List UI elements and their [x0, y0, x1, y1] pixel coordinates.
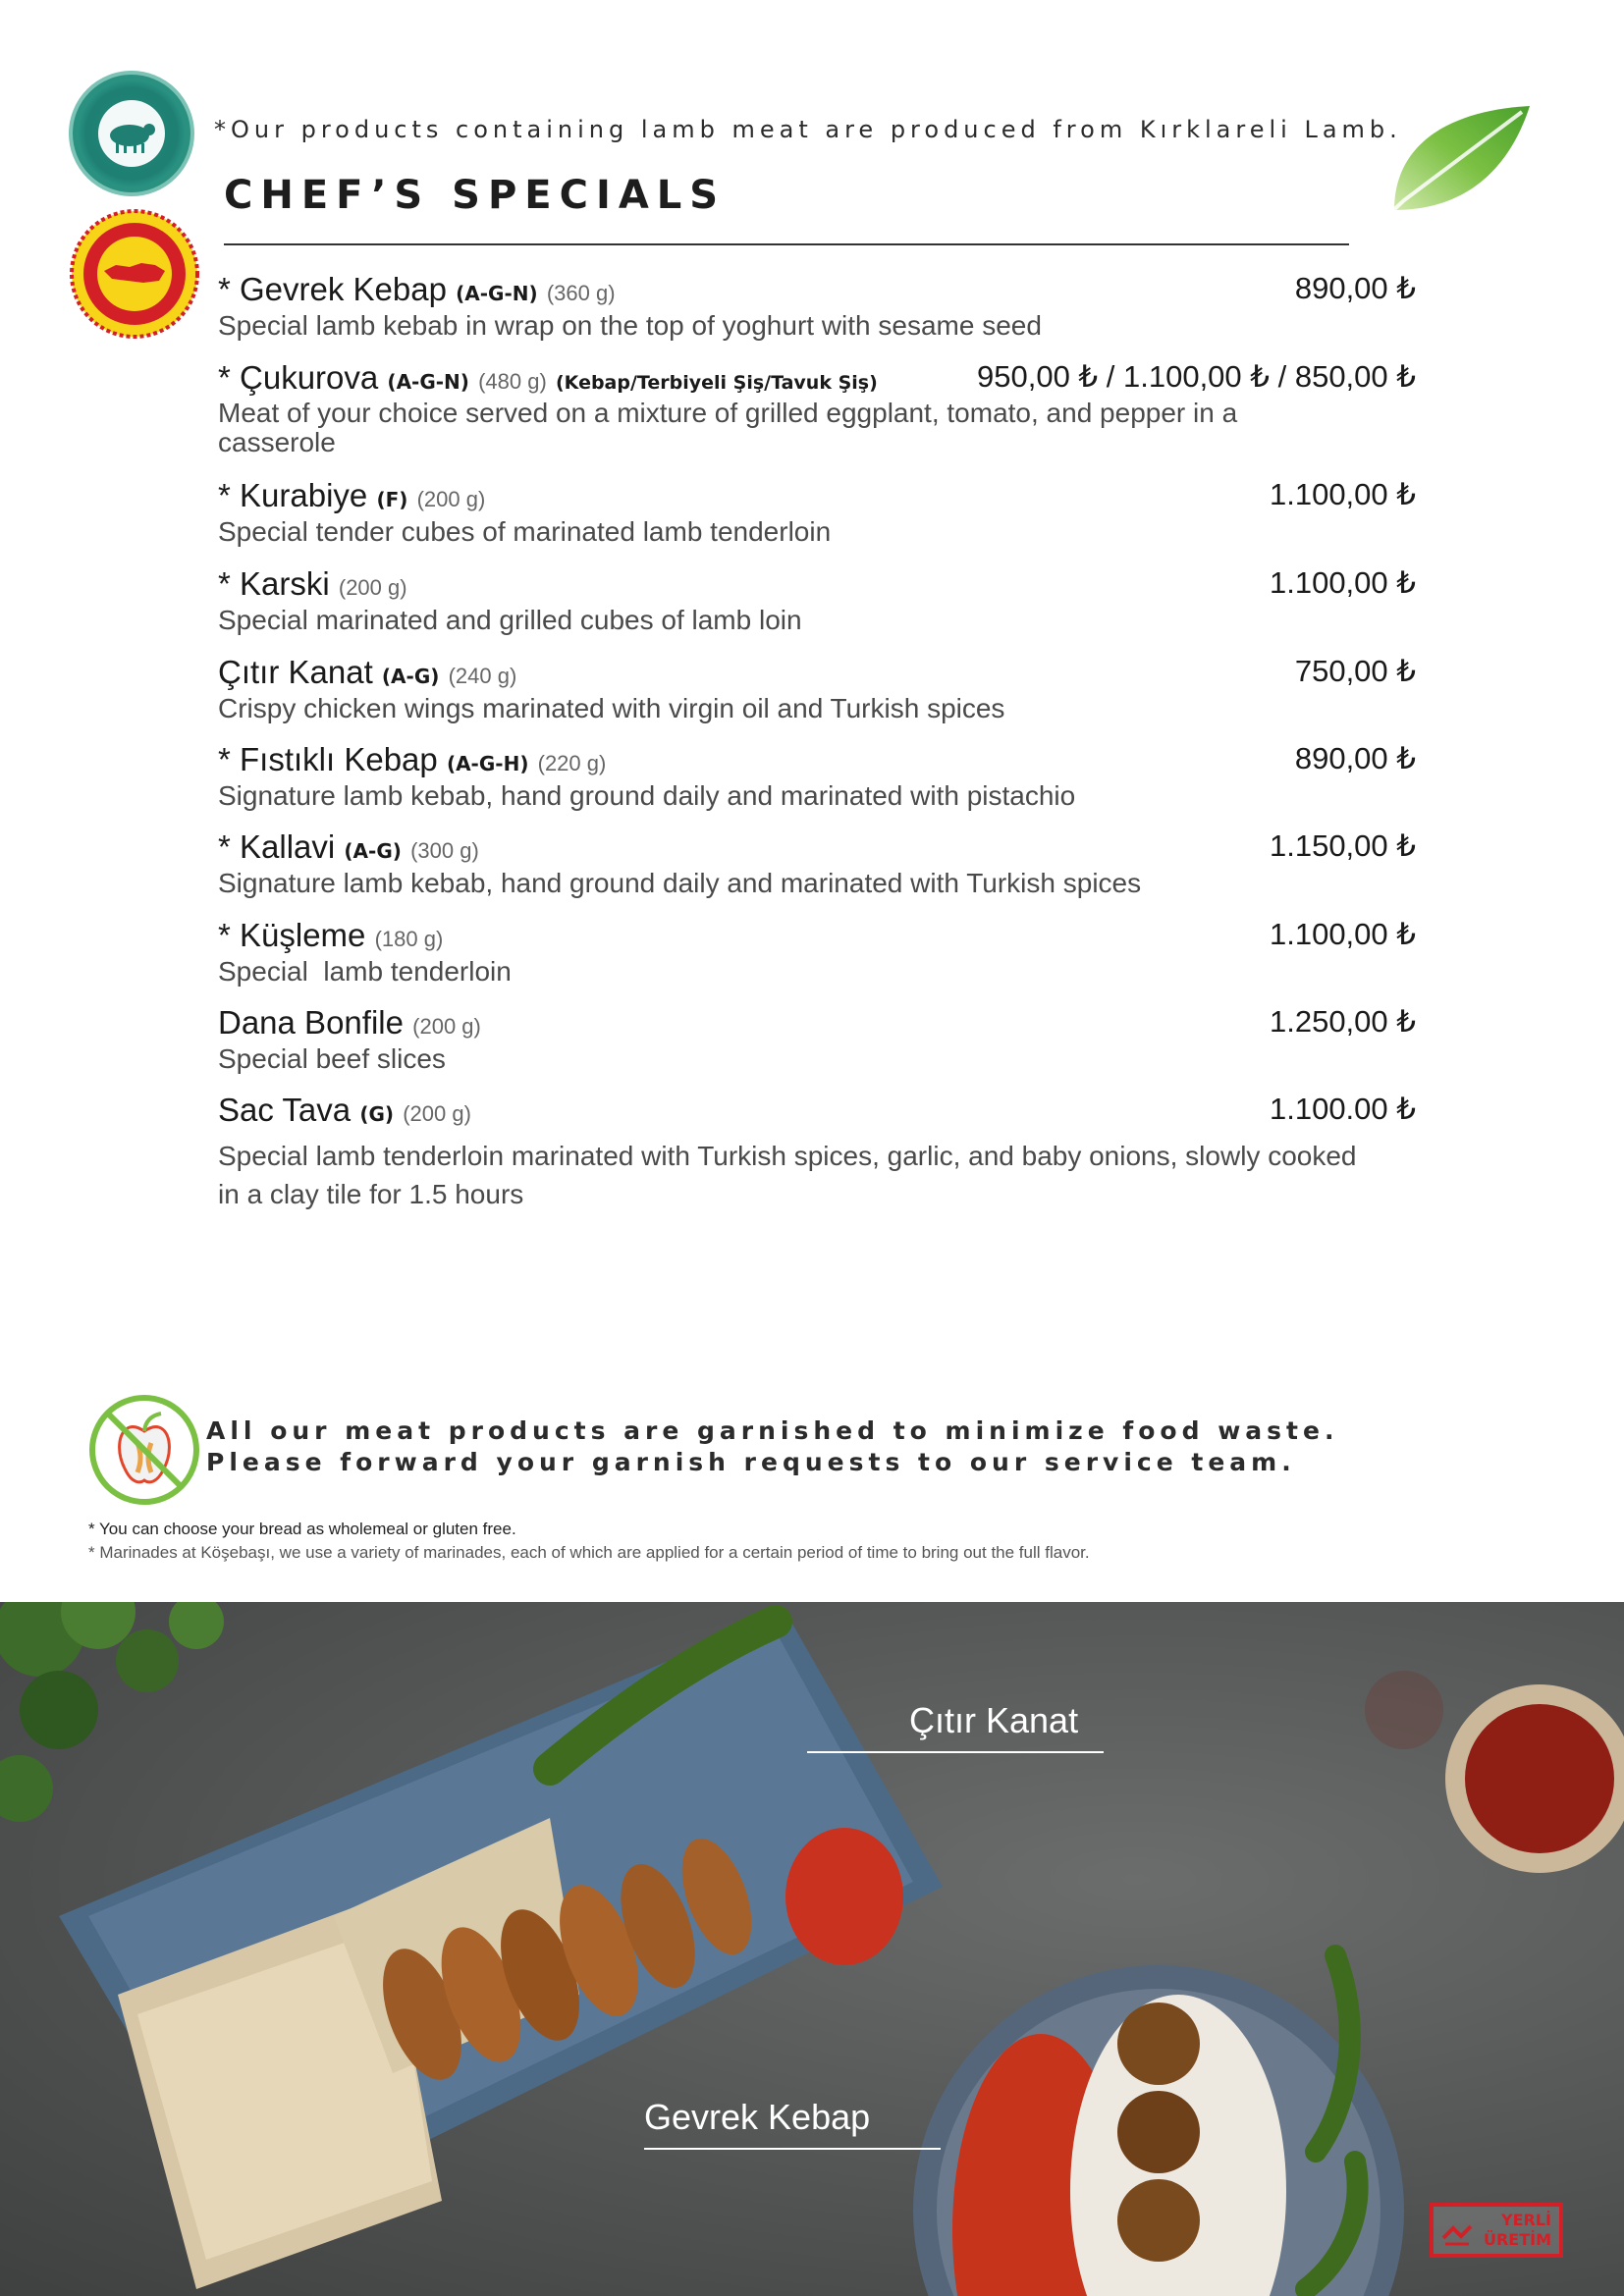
item-price: 950,00 ₺ / 1.100,00 ₺ / 850,00 ₺ — [977, 359, 1416, 394]
item-weight: (200 g) — [412, 1014, 481, 1039]
item-title — [218, 741, 606, 778]
no-food-waste-icon — [86, 1392, 202, 1508]
item-name: * Karski — [218, 565, 330, 602]
section-title: CHEF’S SPECIALS — [224, 173, 727, 218]
item-price: 1.250,00 ₺ — [1269, 1004, 1416, 1039]
item-weight: (220 g) — [537, 751, 607, 775]
item-price: 750,00 ₺ — [1294, 654, 1416, 688]
local-production-stamp — [1430, 2203, 1563, 2258]
item-name: * Gevrek Kebap — [218, 271, 447, 307]
footnotes — [88, 1518, 1090, 1565]
item-name: * Çukurova — [218, 359, 379, 396]
item-price: 1.100,00 ₺ — [1269, 917, 1416, 951]
photo-label-kebap: Gevrek Kebap — [644, 2097, 871, 2137]
garnish-line-2: Please forward your garnish requests to our service team. — [206, 1448, 1296, 1476]
item-title — [218, 359, 878, 397]
stamp-line-1: YERLİ — [1501, 2211, 1551, 2229]
item-name: Çıtır Kanat — [218, 654, 373, 690]
item-price: 1.150,00 ₺ — [1269, 828, 1416, 863]
photo-label-wings: Çıtır Kanat — [909, 1700, 1079, 1740]
grilled-tomato — [785, 1828, 903, 1965]
allergen-code: (A-G) — [381, 665, 440, 688]
menu-item — [218, 565, 1416, 636]
item-price: 890,00 ₺ — [1294, 741, 1416, 775]
item-description: Signature lamb kebab, hand ground daily and marinated with Turkish spices — [218, 868, 1142, 898]
item-title — [218, 1004, 481, 1041]
bread-footnote: * You can choose your bread as wholemeal or gluten free. — [88, 1520, 516, 1538]
item-title — [218, 1092, 471, 1129]
menu-item — [218, 359, 1416, 457]
menu-item — [218, 271, 1416, 342]
item-weight: (240 g) — [448, 664, 517, 688]
item-title — [218, 828, 479, 866]
photo-label-kebap-rule — [644, 2148, 941, 2150]
item-price: 1.100,00 ₺ — [1269, 565, 1416, 600]
menu-item — [218, 917, 1416, 988]
kebap-plate — [913, 1955, 1404, 2296]
garnish-note — [206, 1415, 1338, 1478]
allergen-code: (A-G-H) — [446, 752, 529, 775]
geographical-indication-badge — [69, 208, 200, 340]
marinades-footnote: * Marinades at Köşebaşı, we use a variety of marinades, each of which are applied for a certain period of time to bring out the full flavor. — [88, 1543, 1090, 1562]
item-description: Meat of your choice served on a mixture of grilled eggplant, tomato, and pepper in a casserole — [218, 398, 1238, 457]
allergen-code: (A-G-N) — [387, 370, 469, 394]
item-price: 1.100.00 ₺ — [1269, 1092, 1416, 1126]
allergen-code: (F) — [376, 488, 408, 511]
item-description: Special beef slices — [218, 1043, 446, 1074]
allergen-code: (A-G) — [344, 839, 402, 863]
menu-item — [218, 1004, 1416, 1075]
item-options: (Kebap/Terbiyeli Şiş/Tavuk Şiş) — [556, 372, 878, 394]
item-price: 890,00 ₺ — [1294, 271, 1416, 305]
item-weight: (200 g) — [338, 575, 407, 600]
item-name: * Küşleme — [218, 917, 366, 953]
item-description: Special lamb tenderloin — [218, 956, 512, 987]
item-weight: (300 g) — [410, 838, 479, 863]
item-name: * Kurabiye — [218, 477, 368, 513]
lamb-origin-note: *Our products containing lamb meat are produced from Kırklareli Lamb. — [214, 116, 1402, 143]
item-name: * Kallavi — [218, 828, 336, 865]
garnish-line-1: All our meat products are garnished to minimize food waste. — [206, 1416, 1339, 1445]
item-title — [218, 565, 407, 603]
item-description: Special marinated and grilled cubes of lamb loin — [218, 605, 802, 635]
menu-item — [218, 654, 1416, 724]
item-description: Crispy chicken wings marinated with virgin oil and Turkish spices — [218, 693, 1005, 723]
item-weight: (200 g) — [403, 1101, 471, 1126]
item-name: * Fıstıklı Kebap — [218, 741, 438, 777]
item-title — [218, 477, 485, 514]
item-description: Special lamb tenderloin marinated with Turkish spices, garlic, and baby onions, slowly cooked in a clay tile for 1.5 hours — [218, 1141, 1357, 1209]
food-photo — [0, 1602, 1624, 2296]
menu-item — [218, 1092, 1416, 1213]
item-weight: (180 g) — [374, 927, 444, 951]
item-weight: (360 g) — [546, 281, 616, 305]
item-name: Dana Bonfile — [218, 1004, 404, 1041]
photo-label-wings-rule — [807, 1751, 1104, 1753]
food-photo-illustration — [0, 1602, 1624, 2296]
item-weight: (200 g) — [416, 487, 486, 511]
item-title — [218, 654, 516, 691]
title-divider — [224, 243, 1349, 245]
parsley-garnish — [0, 1602, 224, 1822]
kirklareli-lamb-badge — [69, 71, 194, 196]
item-title — [218, 271, 616, 308]
lamb-icon — [73, 75, 190, 192]
menu-item — [218, 828, 1416, 899]
menu-item — [218, 477, 1416, 548]
item-name: Sac Tava — [218, 1092, 352, 1128]
stamp-line-2: ÜRETİM — [1483, 2230, 1551, 2249]
allergen-code: (G) — [359, 1102, 395, 1126]
hands-icon — [1439, 2215, 1475, 2250]
item-description: Signature lamb kebab, hand ground daily and marinated with pistachio — [218, 780, 1076, 811]
leaf-icon — [1365, 102, 1532, 230]
item-weight: (480 g) — [478, 369, 547, 394]
spice-bowl — [1365, 1671, 1624, 1873]
item-title — [218, 917, 443, 954]
menu-item — [218, 741, 1416, 812]
allergen-code: (A-G-N) — [456, 282, 538, 305]
item-price: 1.100,00 ₺ — [1269, 477, 1416, 511]
item-description: Special tender cubes of marinated lamb tenderloin — [218, 516, 832, 547]
item-description: Special lamb kebab in wrap on the top of yoghurt with sesame seed — [218, 310, 1042, 341]
